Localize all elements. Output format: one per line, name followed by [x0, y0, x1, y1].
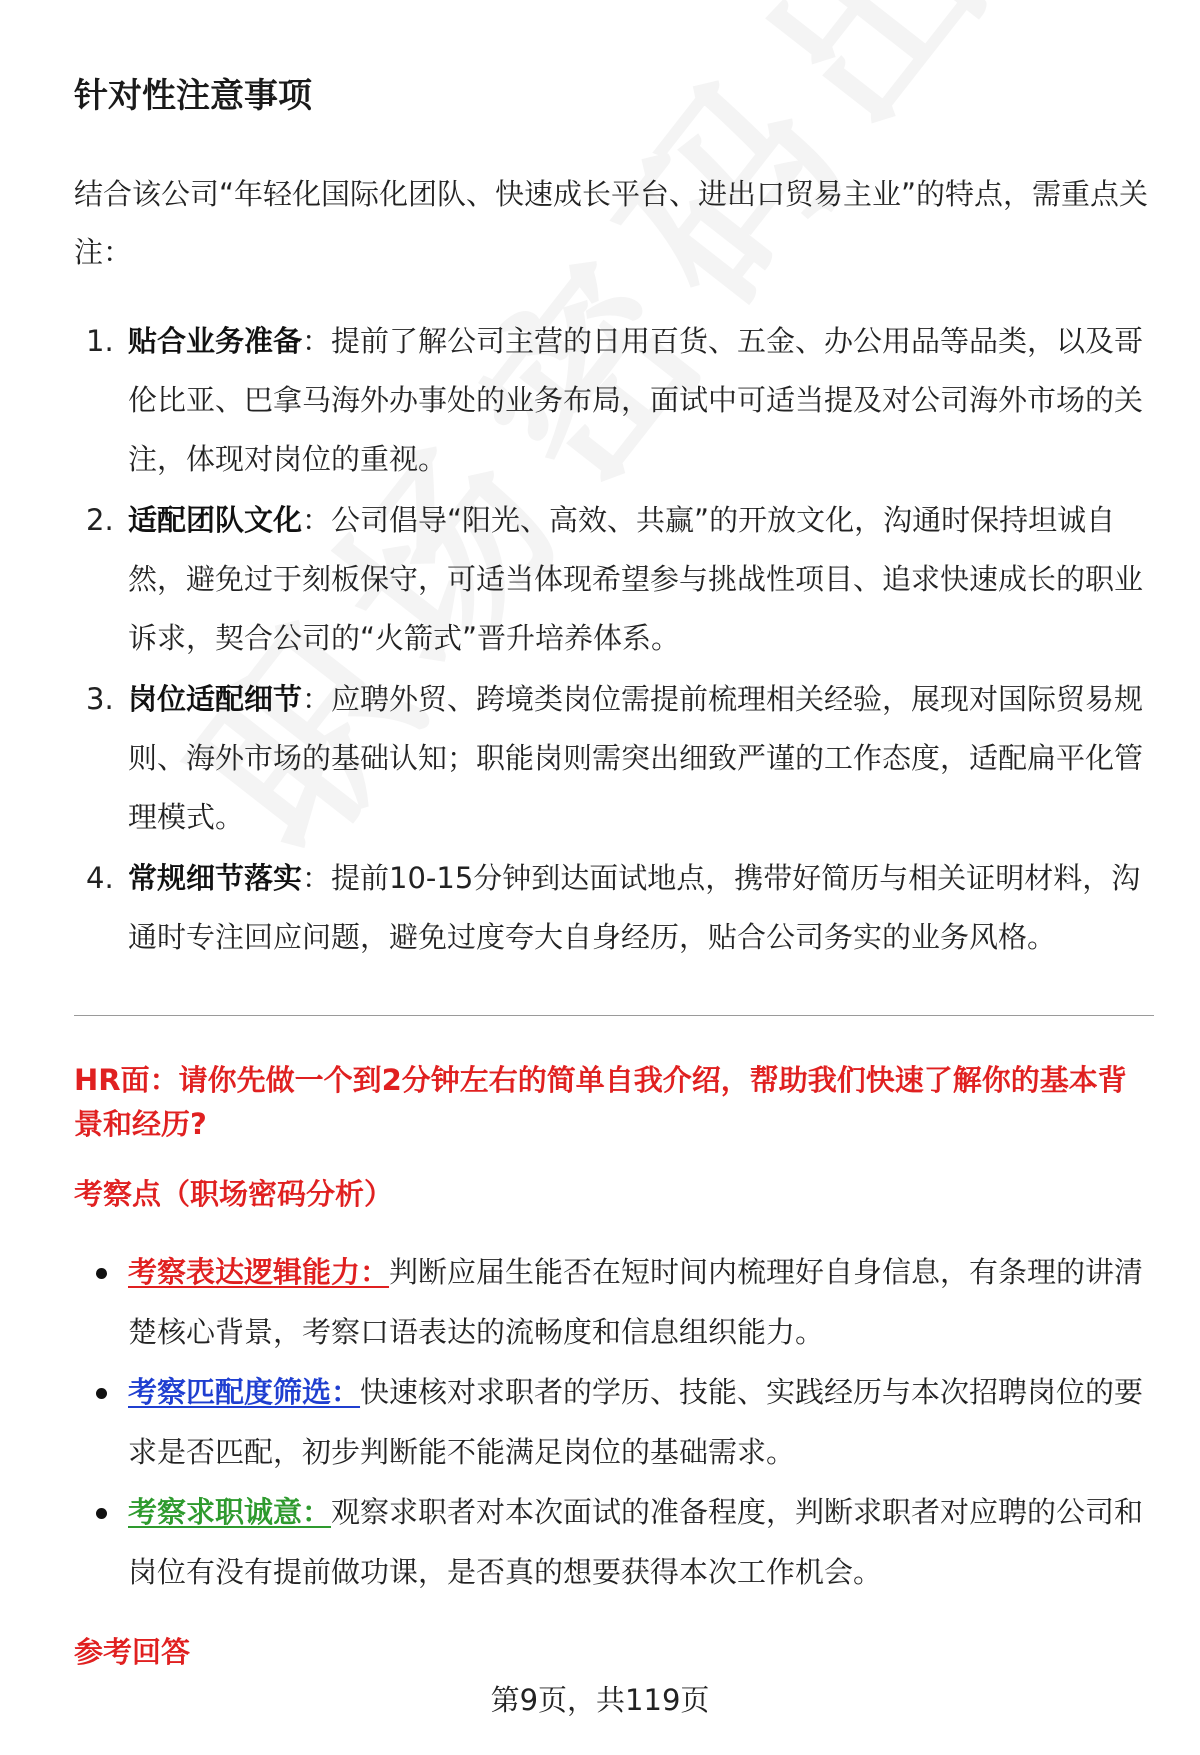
- list-item: [74, 1242, 1154, 1362]
- hr-question: HR面：请你先做一个到2分钟左右的简单自我介绍，帮助我们快速了解你的基本背景和经历?: [74, 1063, 1127, 1141]
- list-item: [74, 491, 1154, 668]
- item-text: ：提前了解公司主营的日用百货、五金、办公用品等品类，以及哥伦比亚、巴拿马海外办事处的业务布局，面试中可适当提及对公司海外市场的关注，体现对岗位的重视。: [128, 324, 1144, 476]
- assessment-text: 快速核对求职者的学历、技能、实践经历与本次招聘岗位的要求是否匹配，初步判断能不能满足岗位的基础需求。: [128, 1375, 1144, 1469]
- list-number: 1.: [86, 324, 114, 358]
- assessment-label: 考察匹配度筛选：: [128, 1375, 361, 1409]
- assessment-list: [74, 1242, 1154, 1602]
- assessment-title: 考察点（职场密码分析）: [74, 1177, 394, 1211]
- assessment-text: 观察求职者对本次面试的准备程度，判断求职者对应聘的公司和岗位有没有提前做功课，是否真的想要获得本次工作机会。: [128, 1495, 1144, 1589]
- bullet-icon: [96, 1508, 107, 1519]
- assessment-label: 考察求职诚意：: [128, 1495, 332, 1529]
- item-text: ：提前10-15分钟到达面试地点，携带好简历与相关证明材料，沟通时专注回应问题，避免过度夸大自身经历，贴合公司务实的业务风格。: [128, 861, 1141, 954]
- list-item: [74, 312, 1154, 489]
- assessment-label: 考察表达逻辑能力：: [128, 1255, 390, 1289]
- bullet-icon: [96, 1388, 107, 1399]
- item-label: 贴合业务准备: [128, 324, 303, 358]
- section-title: 针对性注意事项: [74, 76, 312, 116]
- list-number: 4.: [86, 861, 114, 895]
- page-number: 第9页，共119页: [490, 1683, 710, 1717]
- list-number: 2.: [86, 503, 114, 537]
- attention-list: [74, 312, 1154, 969]
- list-item: [74, 670, 1154, 847]
- item-text: ：应聘外贸、跨境类岗位需提前梳理相关经验，展现对国际贸易规则、海外市场的基础认知；职能岗则需突出细致严谨的工作态度，适配扁平化管理模式。: [128, 682, 1144, 834]
- intro-paragraph: 结合该公司“年轻化国际化团队、快速成长平台、进出口贸易主业”的特点，需重点关注：: [74, 177, 1149, 269]
- assessment-text: 判断应届生能否在短时间内梳理好自身信息，有条理的讲清楚核心背景，考察口语表达的流畅度和信息组织能力。: [128, 1255, 1144, 1349]
- list-item: [74, 1362, 1154, 1482]
- divider: [74, 1015, 1154, 1016]
- item-text: ：公司倡导“阳光、高效、共赢”的开放文化，沟通时保持坦诚自然，避免过于刻板保守，可适当体现希望参与挑战性项目、追求快速成长的职业诉求，契合公司的“火箭式”晋升培养体系。: [128, 503, 1144, 655]
- list-item: [74, 1482, 1154, 1602]
- list-item: [74, 849, 1154, 967]
- item-label: 适配团队文化: [128, 503, 303, 537]
- item-label: 岗位适配细节: [128, 682, 303, 716]
- list-number: 3.: [86, 682, 114, 716]
- bullet-icon: [96, 1268, 107, 1279]
- reference-answer-title: 参考回答: [74, 1635, 191, 1669]
- item-label: 常规细节落实: [128, 861, 303, 895]
